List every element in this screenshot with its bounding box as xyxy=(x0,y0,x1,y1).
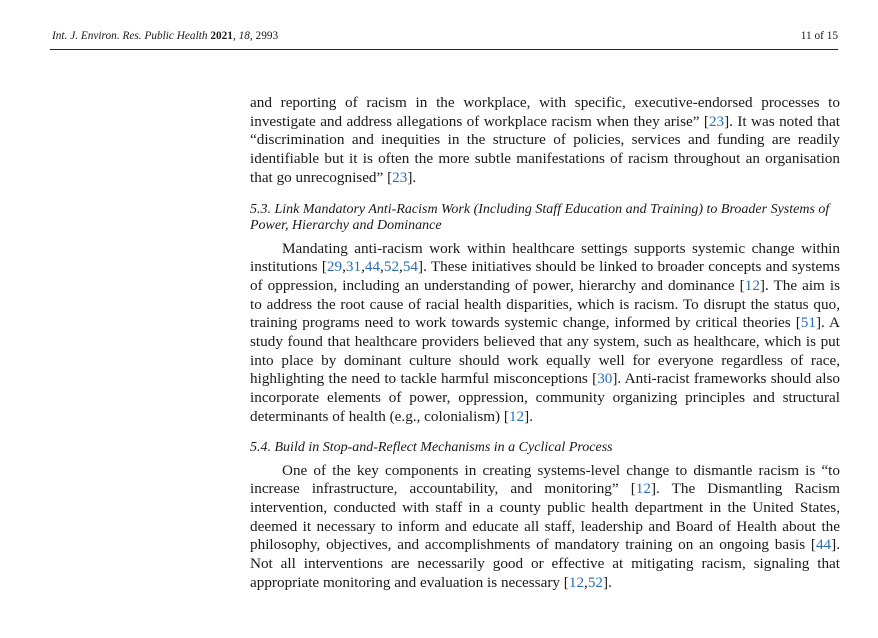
citation-link[interactable]: 51 xyxy=(800,314,816,332)
article-number: , 2993 xyxy=(249,30,279,42)
page-indicator: 11 of 15 xyxy=(800,30,838,42)
citation-link[interactable]: 44 xyxy=(364,258,381,276)
citation-link[interactable]: 54 xyxy=(402,258,419,276)
citation-link[interactable]: 23 xyxy=(708,112,725,130)
journal-abbrev: Int. J. Environ. Res. Public Health xyxy=(52,30,208,42)
citation-link[interactable]: 12 xyxy=(568,573,585,591)
journal-year: 2021 xyxy=(210,30,233,42)
journal-citation: Int. J. Environ. Res. Public Health 2021, 18, 2993 xyxy=(52,30,279,42)
journal-volume: 18 xyxy=(238,30,250,42)
citation-link[interactable]: 29 xyxy=(326,258,343,276)
citation-link[interactable]: 23 xyxy=(392,168,408,186)
section-title-5-3: 5.3. Link Mandatory Anti-Racism Work (Including Staff Education and Training) to Broader Systems of Power, Hierarchy and Dominance xyxy=(250,201,830,233)
paragraph-continuation: and reporting of racism in the workplace, with specific, executive-endorsed processes to investigate and address allegations of workplace racism when they arise” [23]. It was noted that “discrimination and inequities in the structure of policies, services and funding are readily identifiable but it is often the more subtle manifestations of racism throughout an organisation that go unrecognised” [23]. xyxy=(250,94,840,186)
body-text xyxy=(250,94,840,592)
section-5-3-paragraph: Mandating anti-racism work within healthcare settings supports systemic change within institutions [29,31,44,52,54]. These initiatives should be linked to broader concepts and systems of oppression, including an understanding of power, hierarchy and dominance [12]. The aim is to address the root cause of racial health disparities, which is racism. To disrupt the status quo, training programs need to work towards systemic change, informed by critical theories [51]. A study found that healthcare providers believed that any system, such as healthcare, which is put into place by dominant culture should work equally well for everyone regardless of race, highlighting the need to tackle harmful misconceptions [30]. Anti-racist frameworks should also incorporate elements of power, oppression, community organizing principles and structural determinants of health (e.g., colonialism) [12]. xyxy=(250,239,840,425)
citation-link[interactable]: 30 xyxy=(597,370,613,388)
page-header xyxy=(50,29,838,50)
citation-link[interactable]: 52 xyxy=(587,573,604,591)
citation-link[interactable]: 12 xyxy=(744,276,760,294)
citation-link[interactable]: 52 xyxy=(383,258,400,276)
section-5-4-paragraph: One of the key components in creating systems-level change to dismantle racism is “to increase infrastructure, accountability, and monitoring” [12]. The Dismantling Racism intervention, conducted with staff in a county public health department in the United States, deemed it necessary to inform and educate all staff, leadership and Board of Health about the philosophy, objectives, and accomplishments of mandatory training on an ongoing basis [44]. Not all interventions are necessarily good or effective at mitigating racism, signaling that appropriate monitoring and evaluation is necessary [12,52]. xyxy=(250,461,840,591)
citation-link[interactable]: 44 xyxy=(815,536,832,554)
citation-link[interactable]: 12 xyxy=(635,480,651,498)
citation-link[interactable]: 12 xyxy=(508,407,525,425)
citation-link[interactable]: 31 xyxy=(345,258,362,276)
section-title-5-4: 5.4. Build in Stop-and-Reflect Mechanisms in a Cyclical Process xyxy=(250,439,613,455)
